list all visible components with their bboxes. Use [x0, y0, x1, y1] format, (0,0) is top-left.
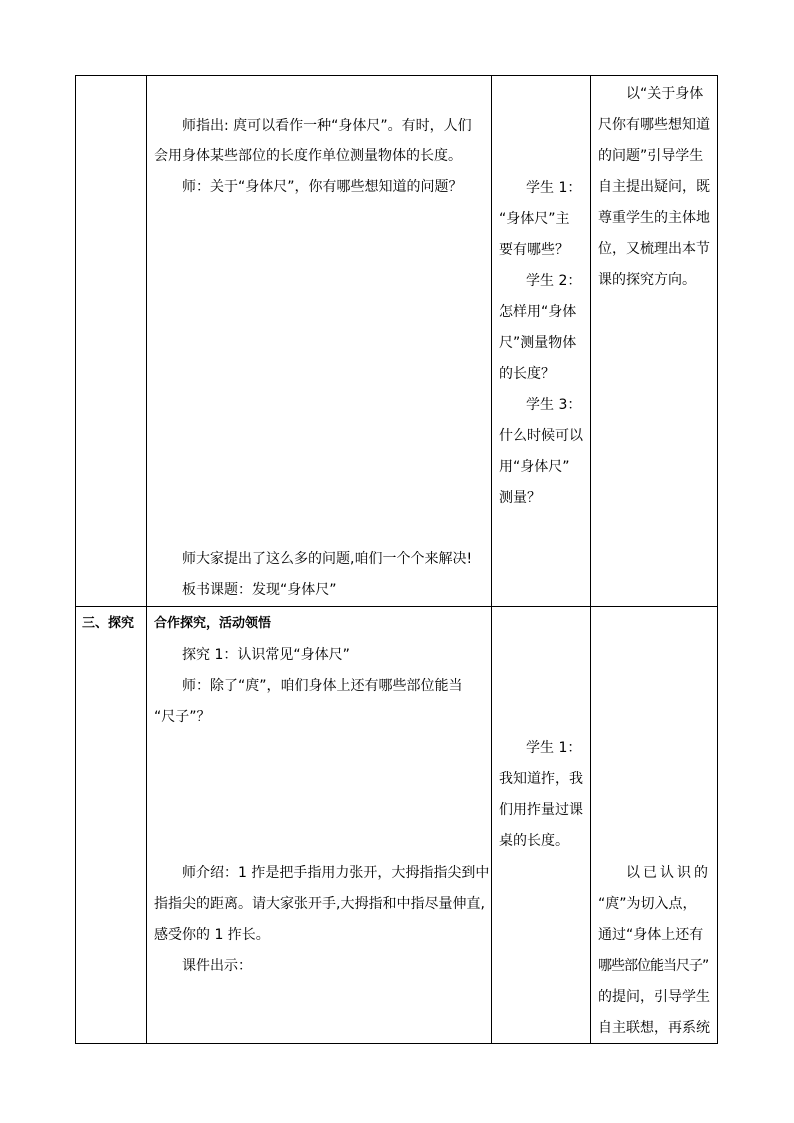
row2-student-line: 们用拃量过课 [499, 802, 583, 818]
row1-note-line: 位，又梳理出本节 [598, 241, 710, 257]
row1-student-line: 测量？ [499, 490, 541, 506]
row1-note-line: 尊重学生的主体地 [598, 210, 710, 226]
row2-main-line: 课件出示： [182, 958, 252, 974]
row1-main-line: 板书课题：发现“身体尺” [182, 582, 337, 598]
row1-student-line: 尺”测量物体 [499, 335, 577, 351]
row2-main-line: “尺子”？ [154, 709, 211, 725]
row1-student-line: 学生 1： [526, 180, 582, 196]
row2-note-line: 哪些部位能当尺子” [598, 958, 709, 974]
row1-main-line: 师：关于“身体尺”，你有哪些想知道的问题？ [182, 179, 463, 195]
row1-student-line: “身体尺”主 [499, 211, 570, 227]
row2-student-line: 桌的长度。 [499, 833, 569, 849]
row2-main-line: 指指尖的距离。请大家张开手,大拇指和中指尽量伸直, [154, 896, 485, 912]
row1-student-line: 用“身体尺” [499, 459, 570, 475]
row2-main-line: 感受你的 1 拃长。 [154, 927, 270, 943]
row2-note-line: 的提问，引导学生 [598, 989, 710, 1005]
row2-main-line: 师：除了“庹”，咱们身体上还有哪些部位能当 [182, 678, 463, 694]
row1-note-line: 的问题”引导学生 [598, 148, 704, 164]
column-divider-2 [491, 75, 492, 1044]
row1-main-line: 师大家提出了这么多的问题,咱们一个个来解决! [182, 551, 473, 567]
row2-main-line: 师介绍：1 拃是把手指用力张开，大拇指指尖到中 [182, 865, 490, 881]
row1-main-line: 会用身体某些部位的长度作单位测量物体的长度。 [154, 148, 462, 164]
row1-student-line: 要有哪些？ [499, 242, 569, 258]
row1-note-line: 以“关于身体 [626, 86, 704, 102]
table-border-left [75, 75, 76, 1044]
row1-student-line: 的长度？ [499, 366, 555, 382]
row2-note-line: 以已认识的 [626, 865, 711, 881]
row2-student-line: 我知道拃，我 [499, 771, 583, 787]
row1-student-line: 学生 2： [526, 273, 582, 289]
table-border-bottom [75, 1043, 718, 1044]
row2-note-line: 自主联想，再系统 [598, 1020, 710, 1036]
row1-student-line: 学生 3： [526, 397, 582, 413]
row-divider [75, 606, 718, 607]
row1-student-line: 怎样用“身体 [499, 304, 577, 320]
row2-note-line: “庹”为切入点， [598, 896, 697, 912]
row1-note-line: 自主提出疑问，既 [598, 179, 710, 195]
row2-student-line: 学生 1： [526, 740, 582, 756]
stage-label: 三、探究 [82, 616, 135, 631]
row1-note-line: 课的探究方向。 [598, 272, 696, 288]
row1-student-line: 什么时候可以 [499, 428, 583, 444]
column-divider-1 [146, 75, 147, 1044]
table-border-right [717, 75, 718, 1044]
row2-note-line: 通过“身体上还有 [598, 927, 704, 943]
table-border-top [75, 75, 718, 76]
row1-main-line: 师指出: 庹可以看作一种“身体尺”。有时，人们 [182, 118, 472, 134]
row1-note-line: 尺你有哪些想知道 [598, 117, 710, 133]
section-heading: 合作探究，活动领悟 [154, 616, 272, 631]
column-divider-3 [590, 75, 591, 1044]
row2-main-line: 探究 1：认识常见“身体尺” [182, 647, 350, 663]
